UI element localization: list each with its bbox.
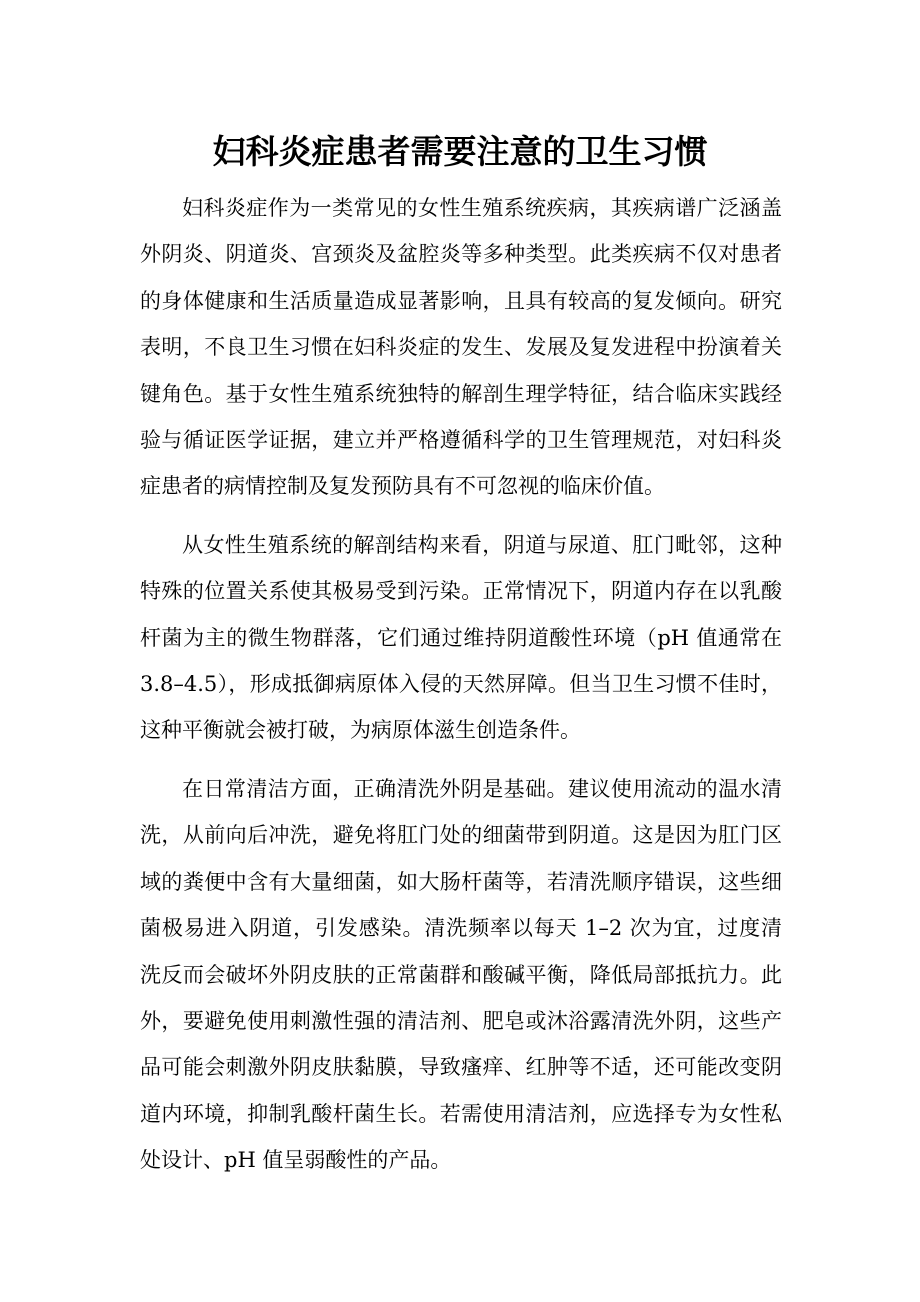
- paragraph-line: 3.8–4.5），形成抵御病原体入侵的天然屏障。但当卫生习惯不佳时，: [140, 672, 782, 697]
- paragraph-line: 键角色。基于女性生殖系统独特的解剖生理学特征，结合临床实践经: [140, 381, 782, 406]
- document-body: [140, 185, 782, 1196]
- paragraph-line: 道内环境，抑制乳酸杆菌生长。若需使用清洁剂，应选择专为女性私: [140, 1101, 782, 1126]
- paragraph-line: 洗反而会破坏外阴皮肤的正常菌群和酸碱平衡，降低局部抵抗力。此: [140, 962, 782, 987]
- paragraph-line: 验与循证医学证据，建立并严格遵循科学的卫生管理规范，对妇科炎: [140, 428, 782, 453]
- paragraph-line: 表明，不良卫生习惯在妇科炎症的发生、发展及复发进程中扮演着关: [140, 335, 782, 360]
- paragraph-3: [140, 766, 782, 1184]
- paragraph-line: 这种平衡就会被打破，为病原体滋生创造条件。: [140, 718, 581, 743]
- paragraph-line: 处设计、pH 值呈弱酸性的产品。: [140, 1148, 452, 1173]
- paragraph-line: 症患者的病情控制及复发预防具有不可忽视的临床价值。: [140, 474, 665, 499]
- paragraph-line: 品可能会刺激外阴皮肤黏膜，导致瘙痒、红肿等不适，还可能改变阴: [140, 1055, 782, 1080]
- document-title: 妇科炎症患者需要注意的卫生习惯: [212, 132, 708, 171]
- paragraph-1: [140, 185, 782, 510]
- paragraph-2: [140, 522, 782, 754]
- paragraph-line: 从女性生殖系统的解剖结构来看，阴道与尿道、肛门毗邻，这种: [182, 532, 782, 557]
- paragraph-line: 外阴炎、阴道炎、宫颈炎及盆腔炎等多种类型。此类疾病不仅对患者: [140, 242, 782, 267]
- paragraph-line: 特殊的位置关系使其极易受到污染。正常情况下，阴道内存在以乳酸: [140, 579, 782, 604]
- paragraph-line: 的身体健康和生活质量造成显著影响，且具有较高的复发倾向。研究: [140, 288, 782, 313]
- paragraph-line: 菌极易进入阴道，引发感染。清洗频率以每天 1–2 次为宜，过度清: [140, 916, 782, 941]
- paragraph-line: 洗，从前向后冲洗，避免将肛门处的细菌带到阴道。这是因为肛门区: [140, 823, 782, 848]
- paragraph-line: 杆菌为主的微生物群落，它们通过维持阴道酸性环境（pH 值通常在: [140, 625, 782, 650]
- paragraph-line: 在日常清洁方面，正确清洗外阴是基础。建议使用流动的温水清: [182, 776, 782, 801]
- paragraph-line: 域的粪便中含有大量细菌，如大肠杆菌等，若清洗顺序错误，这些细: [140, 869, 782, 894]
- paragraph-line: 外，要避免使用刺激性强的清洁剂、肥皂或沐浴露清洗外阴，这些产: [140, 1008, 782, 1033]
- paragraph-line: 妇科炎症作为一类常见的女性生殖系统疾病，其疾病谱广泛涵盖: [182, 196, 782, 220]
